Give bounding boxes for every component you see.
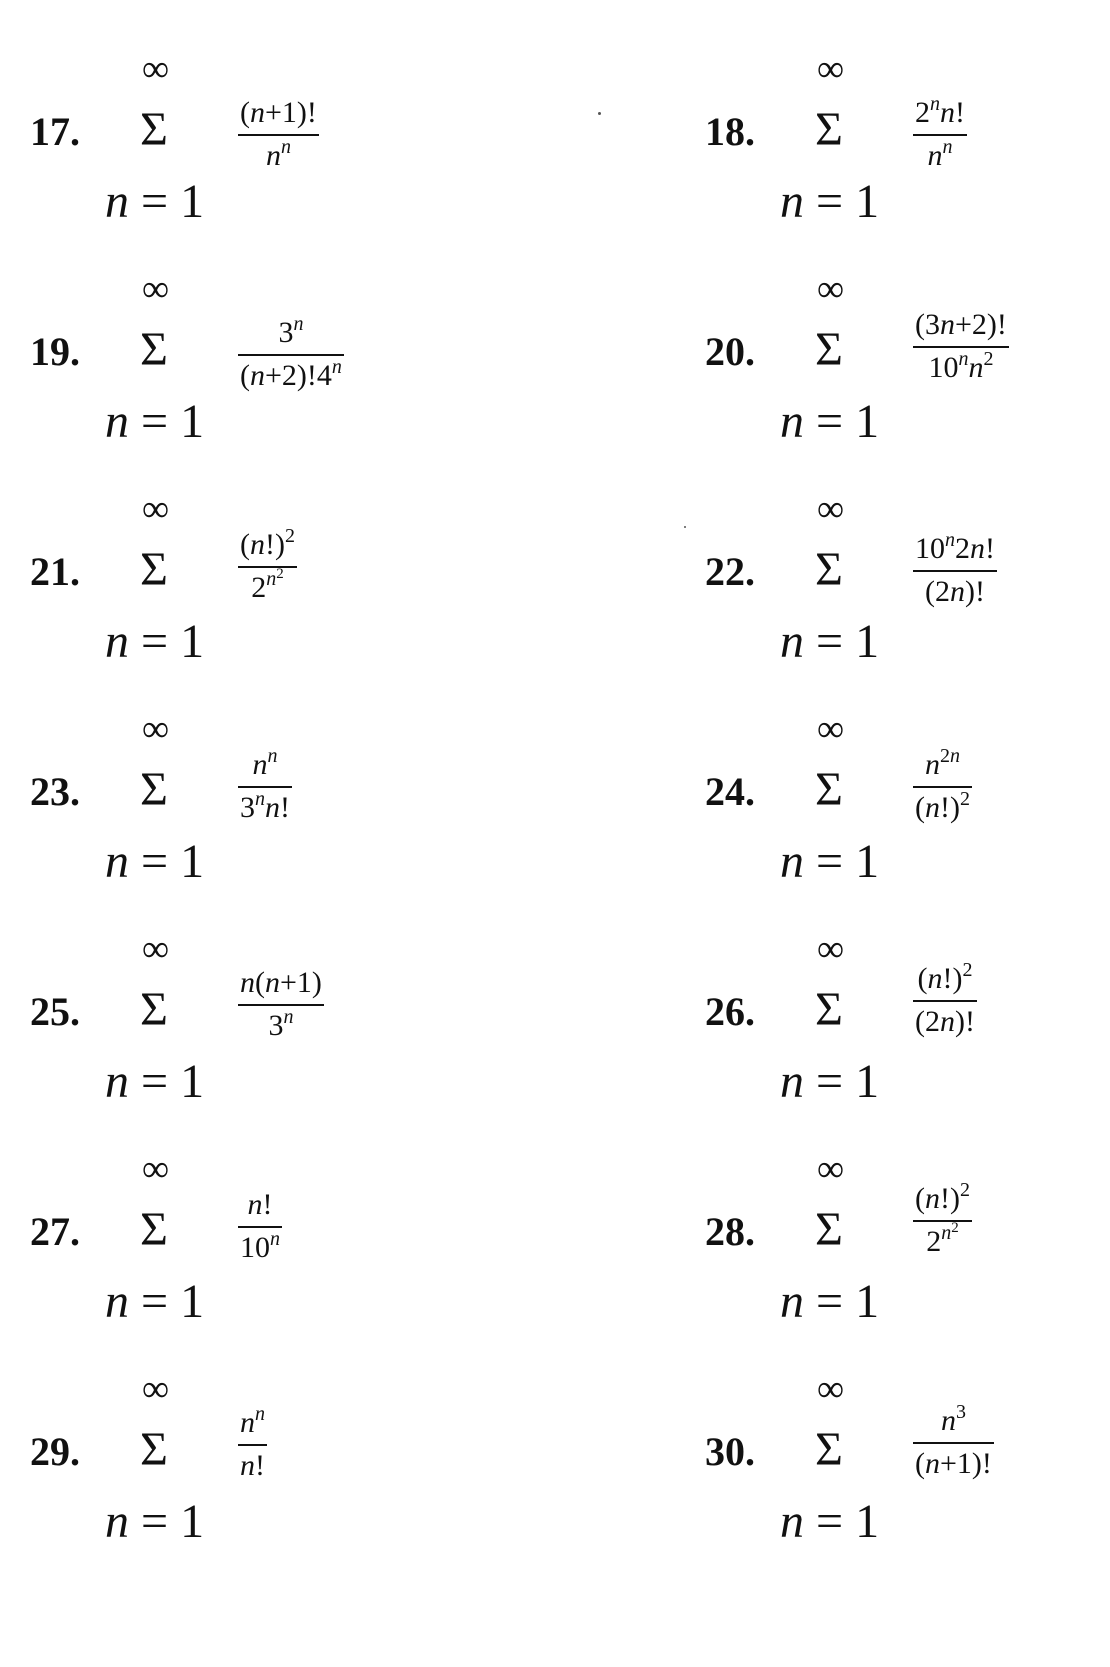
problem-number: 20. (705, 329, 755, 374)
sigma-symbol: Σ (140, 103, 168, 156)
fraction-numerator: $n^{2n}$ (924, 745, 960, 781)
fraction-numerator: n! (247, 1188, 273, 1221)
problem-25 (30, 930, 430, 1150)
problem-24 (705, 710, 1105, 930)
problem-22 (705, 490, 1105, 710)
fraction-numerator: (3n+2)! (915, 308, 1007, 341)
fraction-bar (913, 570, 997, 572)
lower-limit: n = 1 (105, 1275, 205, 1328)
fraction-bar (913, 1000, 977, 1002)
fraction-numerator: $n^n$ (240, 1403, 265, 1439)
fraction-numerator: $(n!)^2$ (915, 1179, 970, 1215)
upper-limit-infinity: ∞ (817, 1368, 845, 1410)
upper-limit-infinity: ∞ (817, 268, 845, 310)
fraction-bar (913, 134, 967, 136)
summand-fraction (913, 959, 977, 1039)
upper-limit-infinity: ∞ (142, 488, 170, 530)
fraction-numerator: 3$^n$ (278, 313, 304, 349)
upper-limit-infinity: ∞ (142, 1148, 170, 1190)
sigma-symbol: Σ (815, 983, 843, 1036)
upper-limit-infinity: ∞ (142, 1368, 170, 1410)
sigma-symbol: Σ (815, 103, 843, 156)
fraction-denominator: $(n!)^2$ (915, 787, 970, 824)
fraction-numerator: $n^3$ (940, 1401, 966, 1437)
problem-28 (705, 1150, 1105, 1370)
summand-fraction (238, 313, 344, 393)
fraction-denominator: n! (240, 1448, 265, 1482)
sigma-symbol: Σ (140, 763, 168, 816)
lower-limit: n = 1 (105, 395, 205, 448)
fraction-denominator: $n^n$ (927, 135, 953, 172)
scan-speck (684, 526, 686, 528)
fraction-denominator: (n+1)! (915, 1446, 992, 1480)
problem-17 (30, 50, 430, 270)
fraction-bar (238, 1444, 267, 1446)
problem-26 (705, 930, 1105, 1150)
lower-limit: n = 1 (105, 835, 205, 888)
fraction-denominator: 3$^n$ (268, 1005, 294, 1042)
problem-23 (30, 710, 430, 930)
fraction-numerator: $n^n$ (252, 745, 278, 781)
fraction-denominator: 10$^n$ (240, 1227, 280, 1264)
summand-fraction (913, 529, 997, 609)
problem-number: 28. (705, 1209, 755, 1254)
fraction-numerator: $(n!)^2$ (917, 959, 973, 995)
fraction-numerator: (n+1)! (240, 96, 317, 129)
upper-limit-infinity: ∞ (817, 488, 845, 530)
fraction-numerator: 2$^n$n! (915, 93, 965, 129)
lower-limit: n = 1 (780, 1275, 880, 1328)
lower-limit: n = 1 (105, 175, 205, 228)
fraction-bar (913, 1442, 994, 1444)
summand-fraction (913, 308, 1009, 385)
problem-20 (705, 270, 1105, 490)
problem-number: 21. (30, 549, 80, 594)
lower-limit: n = 1 (780, 175, 880, 228)
summand-fraction (238, 1403, 267, 1483)
sigma-symbol: Σ (815, 543, 843, 596)
sigma-symbol: Σ (140, 983, 168, 1036)
lower-limit: n = 1 (105, 615, 205, 668)
fraction-bar (238, 1004, 324, 1006)
problem-19 (30, 270, 430, 490)
upper-limit-infinity: ∞ (817, 1148, 845, 1190)
fraction-bar (238, 134, 319, 136)
sigma-symbol: Σ (140, 323, 168, 376)
summand-fraction (238, 96, 319, 173)
fraction-denominator: $10^nn^2$ (928, 347, 994, 384)
problem-number: 23. (30, 769, 80, 814)
summand-fraction (238, 745, 292, 825)
lower-limit: n = 1 (780, 835, 880, 888)
problem-21 (30, 490, 430, 710)
fraction-denominator: 3$^n$n! (240, 787, 290, 824)
lower-limit: n = 1 (780, 615, 880, 668)
problem-30 (705, 1370, 1105, 1590)
lower-limit: n = 1 (105, 1495, 205, 1548)
problem-number: 17. (30, 109, 80, 154)
summand-fraction (238, 966, 324, 1043)
problem-number: 26. (705, 989, 755, 1034)
lower-limit: n = 1 (780, 1495, 880, 1548)
fraction-denominator: $n^n$ (265, 135, 291, 172)
problem-number: 30. (705, 1429, 755, 1474)
upper-limit-infinity: ∞ (817, 48, 845, 90)
summand-fraction (913, 1401, 994, 1481)
fraction-denominator: $2^{n^2}$ (926, 1219, 959, 1258)
fraction-denominator: $(n+2)!4^n$ (240, 355, 342, 392)
problem-18 (705, 50, 1105, 270)
fraction-denominator: (2n)! (915, 1004, 975, 1038)
upper-limit-infinity: ∞ (142, 268, 170, 310)
summand-fraction (913, 745, 972, 825)
fraction-numerator: n(n+1) (240, 966, 322, 999)
problem-number: 24. (705, 769, 755, 814)
problem-number: 29. (30, 1429, 80, 1474)
lower-limit: n = 1 (780, 395, 880, 448)
fraction-numerator: $(n!)^2$ (240, 525, 295, 561)
lower-limit: n = 1 (780, 1055, 880, 1108)
scan-speck (598, 112, 601, 115)
summand-fraction (913, 1179, 972, 1259)
problem-number: 18. (705, 109, 755, 154)
fraction-denominator: (2n)! (925, 574, 985, 608)
upper-limit-infinity: ∞ (817, 928, 845, 970)
sigma-symbol: Σ (140, 543, 168, 596)
fraction-bar (238, 786, 292, 788)
summand-fraction (238, 1188, 282, 1265)
problem-29 (30, 1370, 430, 1590)
fraction-denominator: $2^{n^2}$ (251, 565, 284, 604)
problem-number: 19. (30, 329, 80, 374)
problem-number: 27. (30, 1209, 80, 1254)
sigma-symbol: Σ (815, 1423, 843, 1476)
fraction-bar (238, 354, 344, 356)
sigma-symbol: Σ (140, 1423, 168, 1476)
upper-limit-infinity: ∞ (142, 928, 170, 970)
sigma-symbol: Σ (815, 1203, 843, 1256)
summand-fraction (913, 93, 967, 173)
upper-limit-infinity: ∞ (817, 708, 845, 750)
lower-limit: n = 1 (105, 1055, 205, 1108)
problem-number: 22. (705, 549, 755, 594)
problem-number: 25. (30, 989, 80, 1034)
fraction-numerator: 10$^n$2n! (915, 529, 995, 565)
upper-limit-infinity: ∞ (142, 708, 170, 750)
sigma-symbol: Σ (815, 323, 843, 376)
sigma-symbol: Σ (140, 1203, 168, 1256)
problem-27 (30, 1150, 430, 1370)
sigma-symbol: Σ (815, 763, 843, 816)
summand-fraction (238, 525, 297, 605)
upper-limit-infinity: ∞ (142, 48, 170, 90)
